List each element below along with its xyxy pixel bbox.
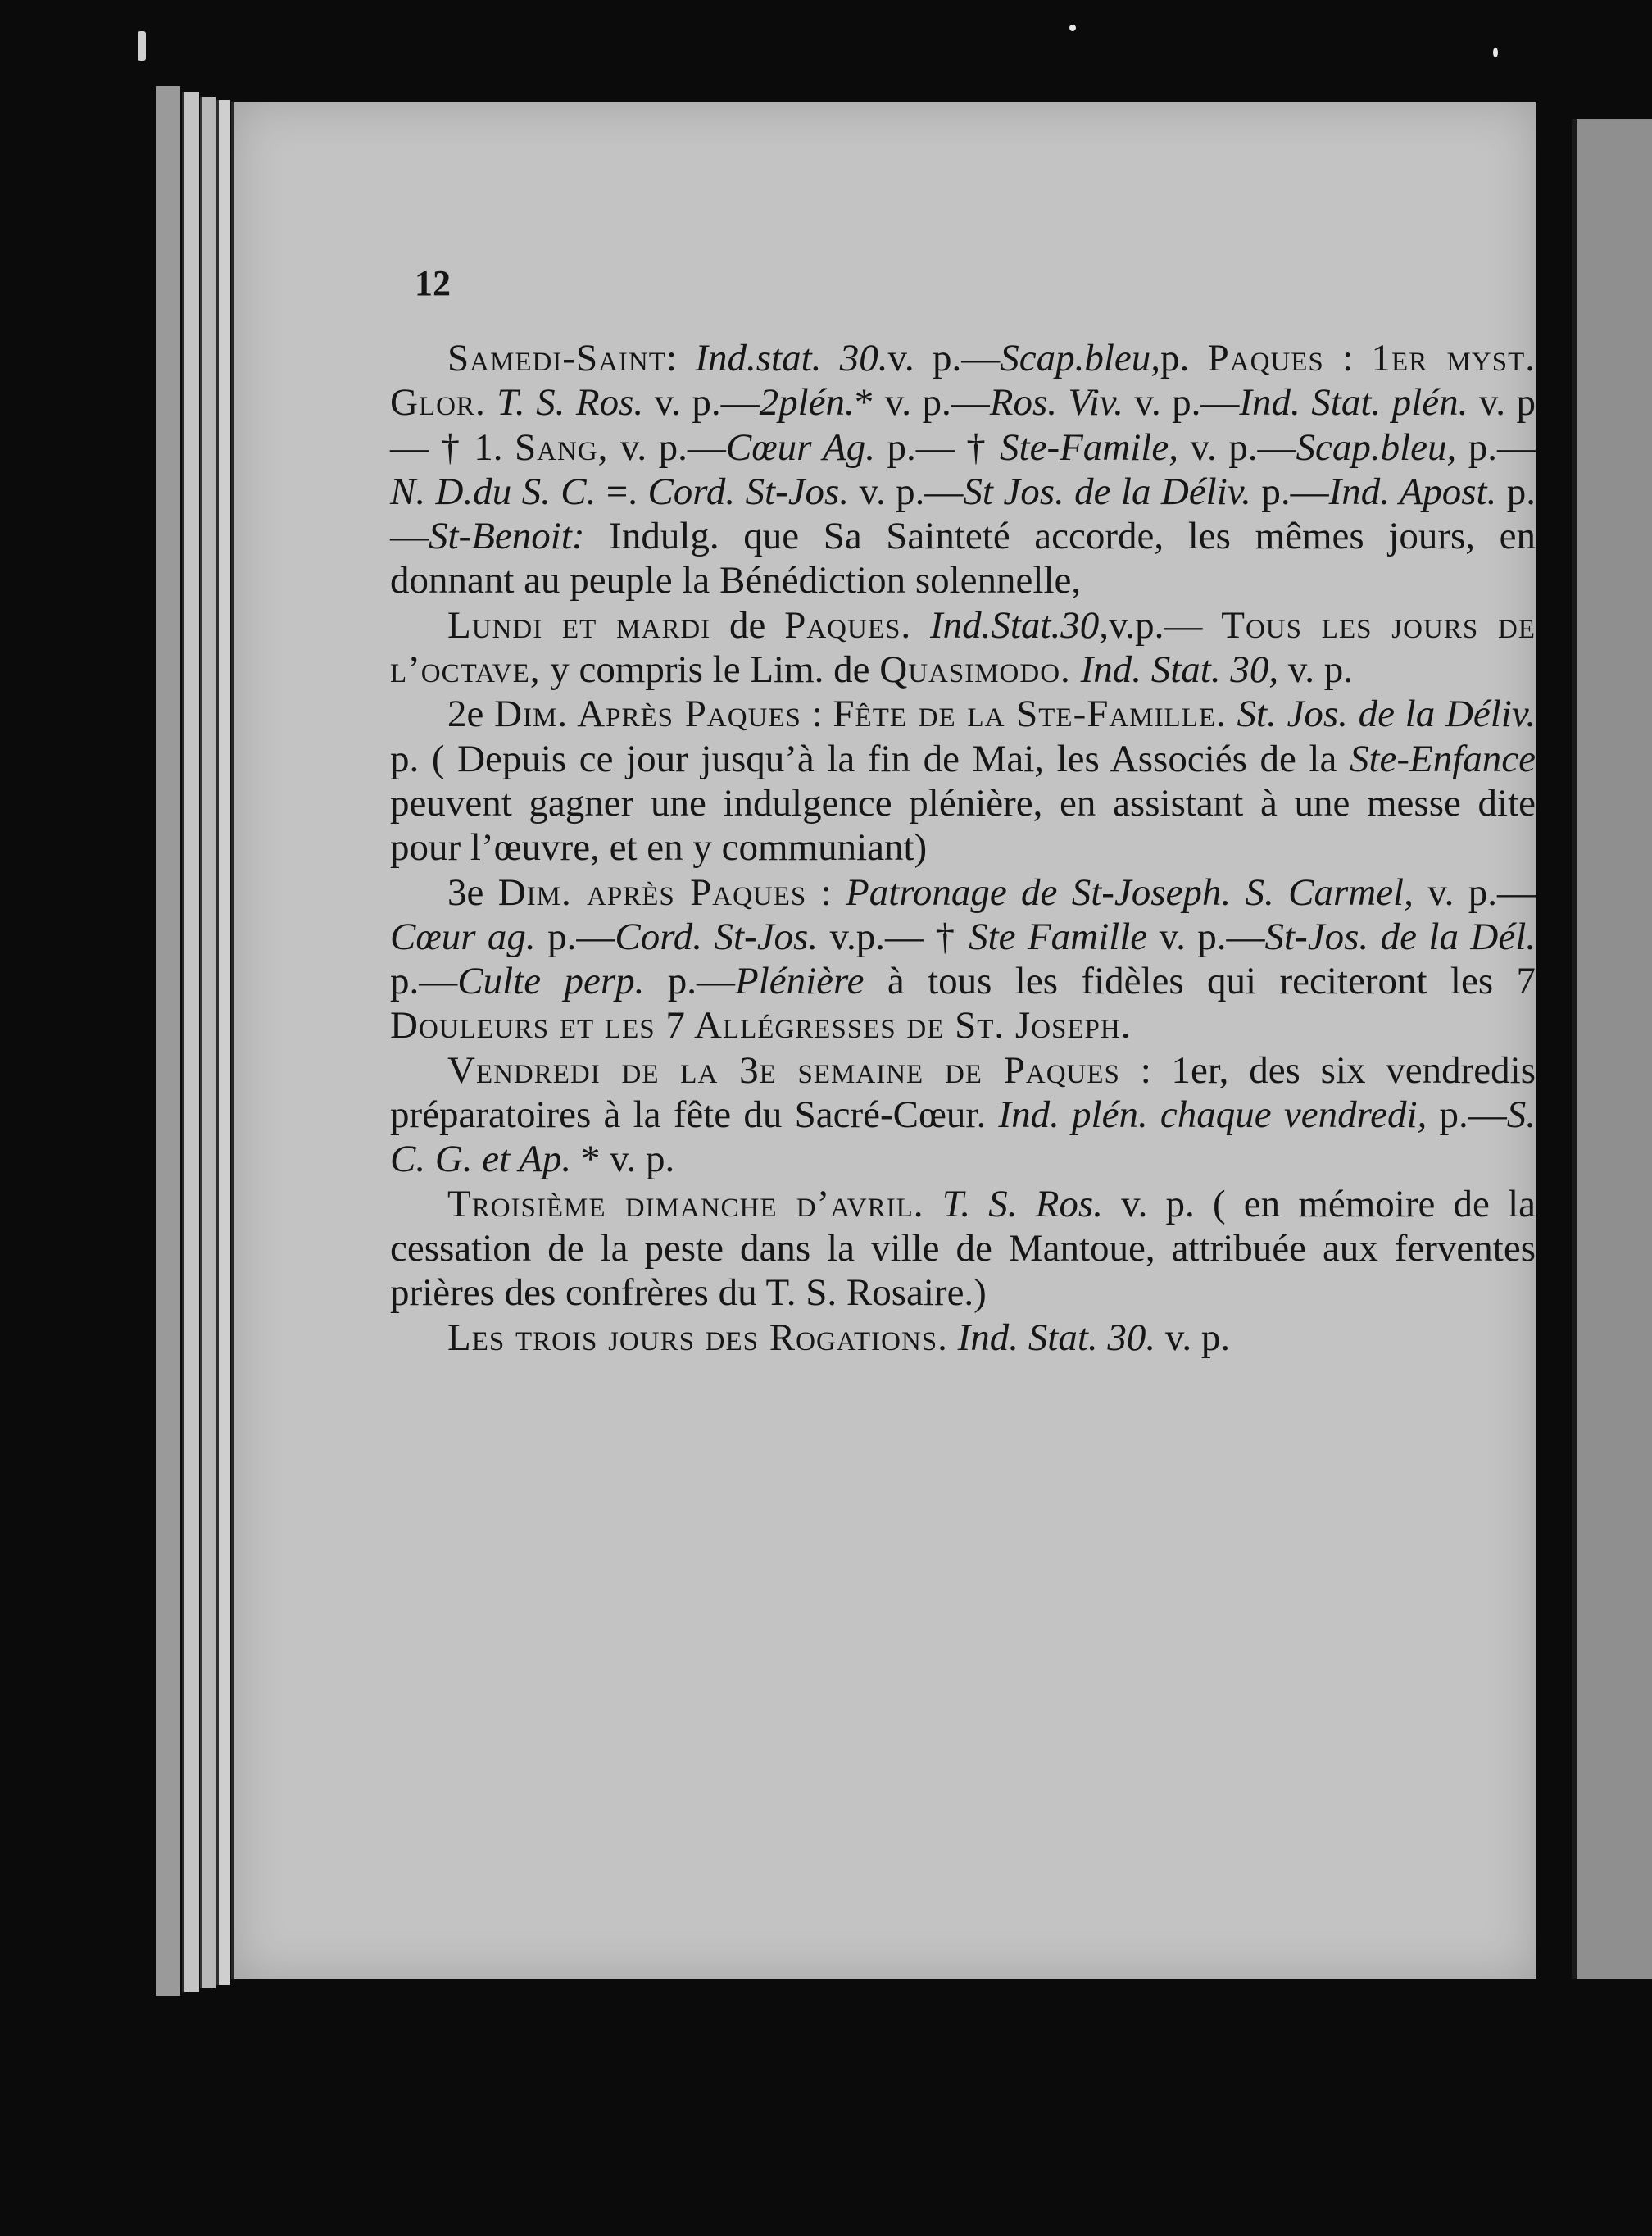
paragraph bbox=[390, 336, 1536, 603]
text-run: v. p. ( en mémoire de la cessation de la peste dans la ville de Mantoue, attribuée aux ferventes prières des confrères du T. S. Rosaire.) bbox=[390, 1182, 1536, 1315]
italic-run: Scap.bleu, bbox=[1000, 337, 1161, 379]
paragraph bbox=[390, 692, 1536, 870]
italic-run: Ind. plén. chaque vendredi, bbox=[998, 1093, 1427, 1137]
text-run: p.— bbox=[644, 960, 735, 1003]
small-caps-run: Tous les jours de l’octave, bbox=[390, 603, 1536, 692]
page-edge bbox=[216, 100, 230, 1985]
text-run: : 1er, des six vendredis préparatoires à la fête du Sacré-Cœur. bbox=[390, 1048, 1536, 1137]
text-run: 2e bbox=[447, 693, 495, 736]
text-run: v. p.— bbox=[1178, 425, 1296, 469]
small-caps-run: Lundi et mardi bbox=[447, 603, 711, 647]
small-caps-run: Sang, bbox=[515, 425, 609, 469]
small-caps-run: Dim. Après Paques bbox=[494, 693, 801, 736]
small-caps-run: Samedi-Saint bbox=[447, 337, 666, 379]
small-caps-run: Vendredi de la 3e semaine de Paques bbox=[447, 1048, 1120, 1092]
page-edge bbox=[182, 92, 199, 1992]
italic-run: N. D.du S. C. bbox=[390, 470, 597, 513]
text-run: Indulg. que Sa Sainteté accorde, les mêmes jours, en donnant au peuple la Bénédiction solennelle, bbox=[390, 515, 1536, 602]
italic-run: Ste-Famile, bbox=[1000, 425, 1178, 469]
italic-run: Ros. Viv. bbox=[989, 381, 1123, 425]
text-run: v. p.— bbox=[1123, 381, 1240, 425]
text-run bbox=[924, 1183, 942, 1225]
text-run bbox=[1071, 648, 1081, 691]
italic-run: St-Benoit: bbox=[429, 515, 585, 558]
scan-speck bbox=[1493, 48, 1498, 57]
text-run: p.— bbox=[1427, 1093, 1507, 1137]
text-run bbox=[948, 1316, 958, 1359]
text-run: : bbox=[665, 337, 696, 379]
paragraph bbox=[390, 870, 1536, 1048]
small-caps-run: Quasimodo. bbox=[879, 648, 1071, 692]
page-text bbox=[390, 336, 1536, 1360]
text-run: 3e bbox=[447, 870, 498, 914]
text-run: p.— bbox=[390, 960, 458, 1003]
text-run: v. p.— bbox=[849, 470, 964, 513]
italic-run: Culte perp. bbox=[457, 960, 645, 1003]
page-number: 12 bbox=[415, 263, 451, 303]
small-caps-run: Paques bbox=[1207, 337, 1324, 379]
text-run: v. p— † 1. bbox=[390, 381, 1536, 469]
page-edge bbox=[156, 86, 180, 1996]
italic-run: St. Jos. de la Déliv. bbox=[1237, 693, 1536, 736]
text-run: =. bbox=[596, 470, 648, 513]
italic-run: Ind. Stat. 30. bbox=[957, 1316, 1156, 1359]
italic-run: 2plén. bbox=[759, 381, 855, 425]
text-run: v. p.— bbox=[608, 425, 726, 469]
text-run: p.— bbox=[1250, 470, 1329, 513]
text-run: de bbox=[710, 603, 785, 647]
text-run: v.p.— bbox=[1108, 603, 1222, 647]
italic-run: Patronage de St-Joseph. S. Carmel, bbox=[846, 870, 1414, 914]
text-run: p.— bbox=[390, 470, 1536, 558]
small-caps-run: 1er myst. Glor. bbox=[390, 337, 1536, 425]
small-caps-run: Fête de la Ste-Famille. bbox=[833, 693, 1227, 736]
italic-run: Scap.bleu, bbox=[1296, 425, 1457, 469]
small-caps-run: Paques. bbox=[784, 603, 912, 647]
small-caps-run: Douleurs et les 7 Allégresses de St. Joseph. bbox=[390, 1004, 1132, 1048]
text-run: p. bbox=[1160, 337, 1208, 379]
text-run: p.— bbox=[1456, 425, 1536, 469]
text-run: peuvent gagner une indulgence plénière, en assistant à une messe dite pour l’œuvre, et en y communiant) bbox=[390, 781, 1536, 870]
text-run: p.— † bbox=[875, 425, 1001, 469]
text-run bbox=[486, 381, 497, 424]
paragraph bbox=[390, 1048, 1536, 1182]
italic-run: Ste Famille bbox=[969, 915, 1148, 958]
small-caps-run: Les trois jours des Rogations. bbox=[447, 1316, 948, 1359]
text-run: v. p. bbox=[1278, 648, 1354, 692]
italic-run: Ind. Apost. bbox=[1328, 470, 1497, 513]
text-run: * v. p.— bbox=[854, 381, 990, 425]
italic-run: S. C. G. et Ap. bbox=[390, 1093, 1536, 1181]
text-run: v. p. bbox=[1155, 1316, 1231, 1359]
text-run: v. p.— bbox=[887, 337, 1001, 379]
text-run: p. ( Depuis ce jour jusqu’à la fin de Mai, les Associés de la bbox=[390, 737, 1350, 780]
small-caps-run: Troisième dimanche d’avril. bbox=[447, 1182, 924, 1225]
italic-run: Ind.stat. 30. bbox=[695, 337, 888, 379]
text-run: p.— bbox=[535, 915, 615, 958]
text-run: * v. p. bbox=[571, 1138, 675, 1181]
page-edge bbox=[200, 97, 216, 1988]
italic-run: St-Jos. de la Dél. bbox=[1264, 915, 1536, 958]
text-run: y compris le Lim. de bbox=[540, 648, 880, 692]
italic-run: Ste-Enfance bbox=[1349, 737, 1536, 780]
paragraph bbox=[390, 603, 1536, 693]
text-run: : bbox=[1323, 337, 1372, 379]
italic-run: Cœur Ag. bbox=[725, 425, 875, 469]
italic-run: Plénière bbox=[735, 960, 865, 1003]
italic-run: T. S. Ros. bbox=[497, 381, 644, 425]
italic-run: T. S. Ros. bbox=[942, 1182, 1103, 1225]
text-run bbox=[911, 604, 930, 647]
italic-run: St Jos. de la Déliv. bbox=[963, 470, 1251, 513]
italic-run: Ind.Stat.30, bbox=[929, 603, 1109, 647]
next-page-edge bbox=[1572, 119, 1652, 1979]
scan-speck bbox=[138, 31, 146, 61]
text-run: v.p.— † bbox=[818, 915, 969, 958]
text-run: : bbox=[806, 870, 846, 914]
text-run: v. p.— bbox=[1413, 870, 1536, 914]
paragraph bbox=[390, 1182, 1536, 1316]
text-run: à tous les fidèles qui reciteront les 7 bbox=[864, 960, 1536, 1003]
italic-run: Cord. St-Jos. bbox=[615, 915, 819, 958]
paragraph bbox=[390, 1316, 1536, 1360]
italic-run: Cord. St-Jos. bbox=[647, 470, 850, 513]
scan-speck bbox=[1069, 25, 1076, 31]
text-run: v. p.— bbox=[643, 381, 760, 425]
italic-run: Ind. Stat. 30, bbox=[1080, 648, 1279, 692]
text-run: v. p.— bbox=[1147, 915, 1265, 958]
italic-run: Cœur ag. bbox=[390, 915, 536, 958]
text-run bbox=[1227, 693, 1237, 735]
small-caps-run: Dim. après Paques bbox=[497, 870, 807, 914]
italic-run: Ind. Stat. plén. bbox=[1239, 381, 1468, 425]
book-page bbox=[231, 102, 1536, 1979]
text-run: : bbox=[801, 693, 833, 736]
